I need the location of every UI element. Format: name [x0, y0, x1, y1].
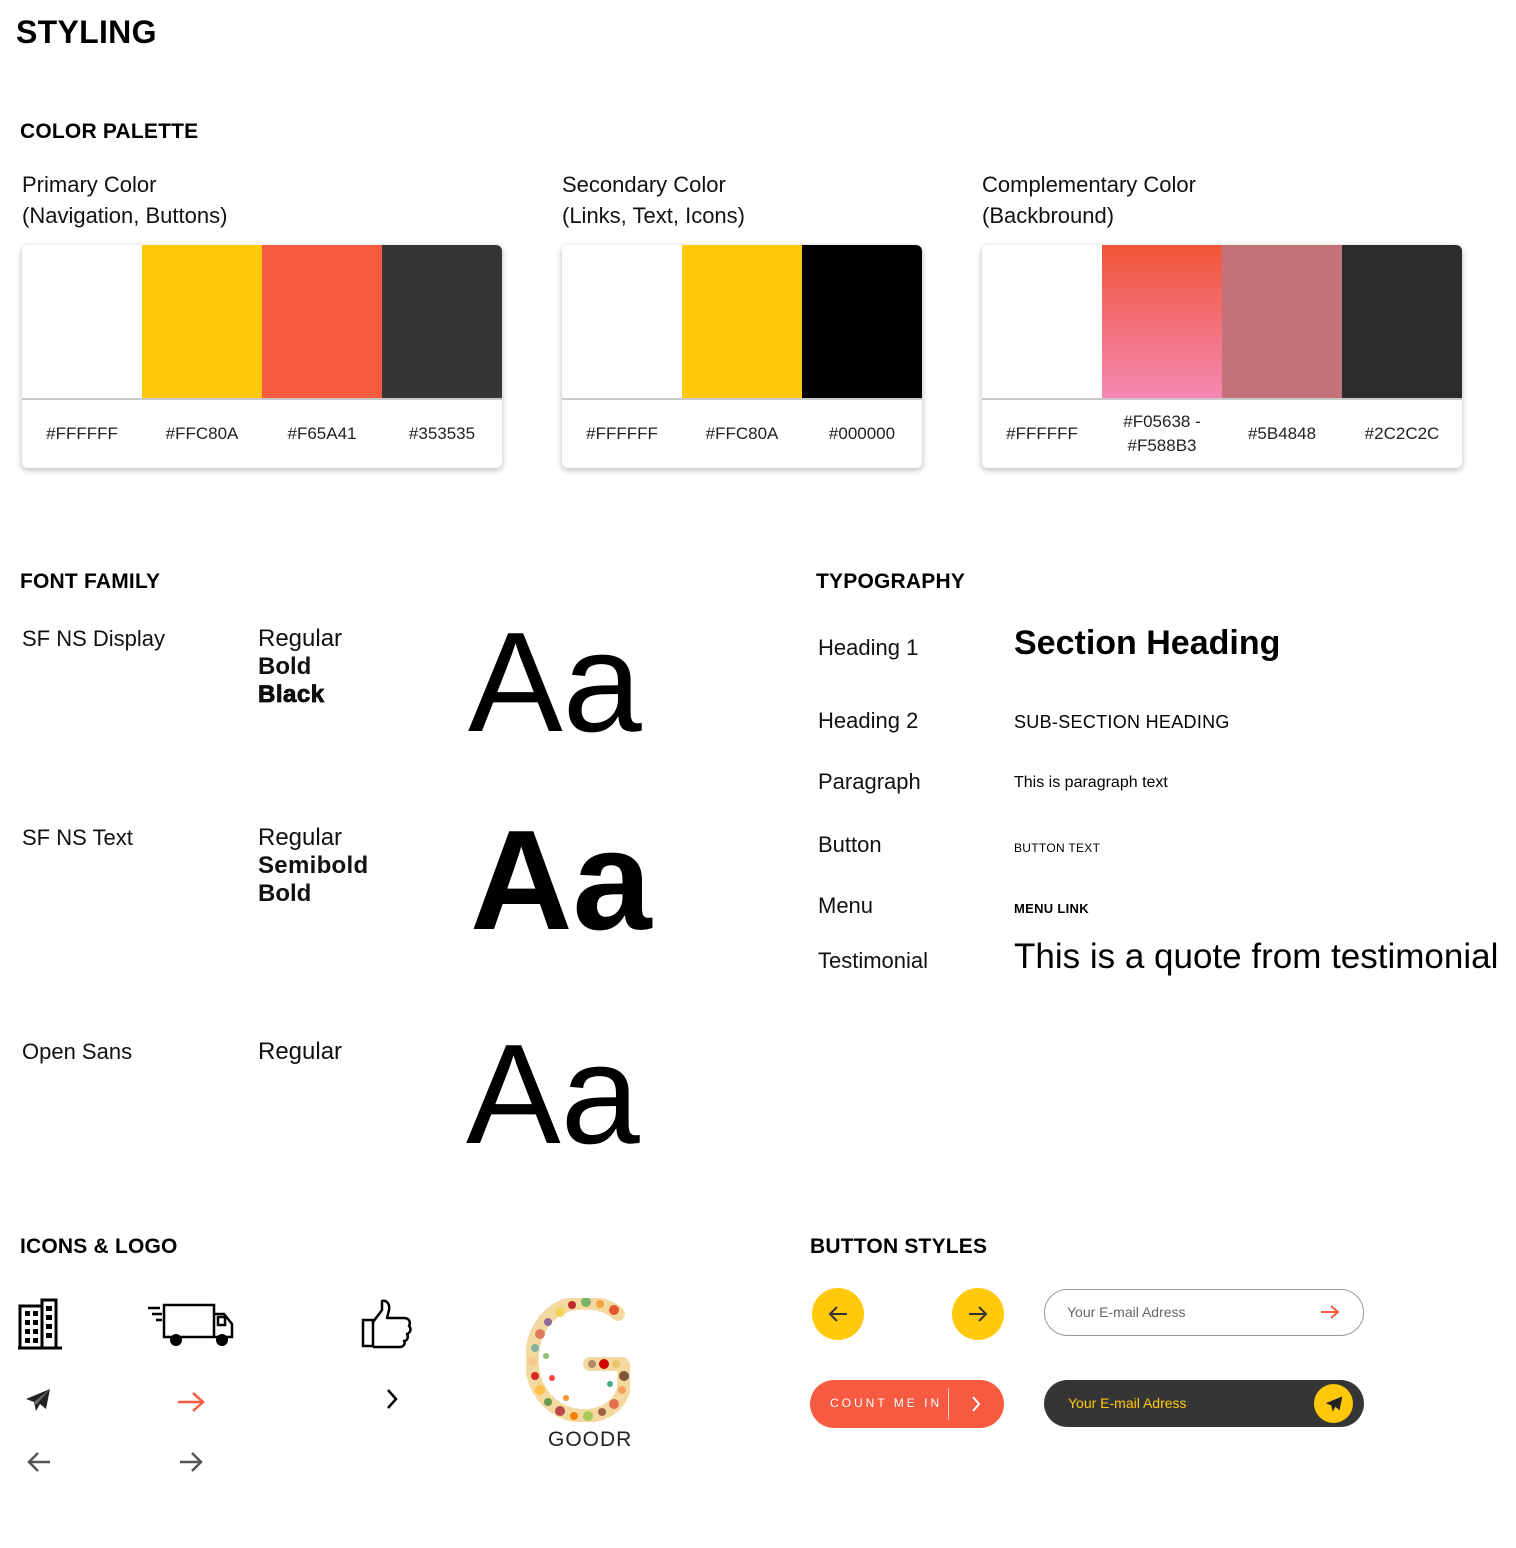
color-palette-title: COLOR PALETTE: [20, 120, 199, 143]
font-name: Open Sans: [22, 1039, 133, 1064]
font-weights: [258, 625, 342, 709]
swatch-code: #2C2C2C: [1364, 424, 1440, 443]
logo-text: GOODR: [548, 1428, 633, 1451]
swatch-code: #FFFFFF: [1006, 424, 1078, 443]
typo-sample-menu: MENU LINK: [1014, 901, 1089, 916]
swatch-code: #FFC80A: [165, 424, 239, 443]
typography-title: TYPOGRAPHY: [816, 570, 966, 593]
swatch-code: #000000: [828, 424, 896, 443]
font-family-title: FONT FAMILY: [20, 570, 161, 593]
swatch-yellow: [682, 245, 802, 398]
chevron-right-icon: [384, 1387, 400, 1411]
typo-sample-testimonial: This is a quote from testimonial: [1014, 937, 1499, 976]
weight-bold: Bold: [258, 653, 312, 680]
thumbs-up-icon: [360, 1298, 414, 1350]
send-button[interactable]: [1314, 1384, 1353, 1423]
weight-regular: Regular: [258, 625, 343, 652]
typo-sample-paragraph: This is paragraph text: [1014, 774, 1168, 791]
paper-plane-icon: [24, 1387, 52, 1413]
font-sample: Aa: [470, 801, 652, 960]
next-button[interactable]: [952, 1288, 1004, 1340]
typo-sample-heading1: Section Heading: [1014, 624, 1281, 662]
building-icon: [18, 1298, 62, 1350]
weight-semibold: Semibold: [258, 852, 369, 879]
typo-label: Menu: [818, 893, 874, 918]
swatch-charcoal: [1342, 245, 1462, 398]
complementary-color-label: Complementary Color (Backbround): [982, 172, 1196, 228]
goodr-logo-icon: [526, 1298, 630, 1422]
font-name: SF NS Text: [22, 825, 133, 850]
swatch-rose: [1222, 245, 1342, 398]
email-placeholder: Your E-mail Adress: [1068, 1395, 1187, 1411]
typo-label: Testimonial: [818, 948, 929, 973]
font-name: SF NS Display: [22, 626, 166, 651]
typo-sample-heading2: SUB-SECTION HEADING: [1014, 712, 1230, 732]
page-title: STYLING: [16, 14, 157, 50]
swatch-white: [982, 245, 1102, 398]
swatch-code: #F05638 - #F588B3: [1123, 412, 1201, 455]
complementary-palette-card: [982, 245, 1462, 468]
swatch-gradient: [1102, 245, 1222, 398]
chevron-right-icon: [970, 1394, 982, 1414]
count-me-in-button[interactable]: [810, 1380, 1004, 1428]
email-placeholder: Your E-mail Adress: [1067, 1304, 1186, 1320]
button-styles-title: BUTTON STYLES: [810, 1235, 988, 1258]
font-sample: Aa: [466, 1015, 640, 1174]
arrow-right-icon: [176, 1391, 206, 1413]
weight-black: Black: [258, 681, 325, 708]
icons-logo-title: ICONS & LOGO: [20, 1235, 178, 1258]
arrow-right-icon: [967, 1305, 989, 1323]
delivery-truck-icon: [146, 1302, 236, 1348]
arrow-left-icon: [26, 1451, 52, 1473]
typo-label: Heading 1: [818, 635, 919, 660]
count-me-in-label: COUNT ME IN: [830, 1396, 943, 1410]
font-weights: [258, 824, 368, 908]
email-input-light[interactable]: [1044, 1289, 1364, 1336]
swatch-white: [22, 245, 142, 398]
paper-plane-icon: [1324, 1395, 1344, 1413]
weight-regular: Regular: [258, 824, 343, 851]
swatch-code: #FFFFFF: [586, 424, 658, 443]
arrow-left-icon: [827, 1305, 849, 1323]
swatch-code: #353535: [408, 424, 476, 443]
email-input-dark[interactable]: [1044, 1380, 1364, 1427]
swatch-dark: [382, 245, 502, 398]
typo-label: Button: [818, 832, 882, 857]
primary-color-label: Primary Color (Navigation, Buttons): [22, 172, 228, 228]
swatch-white: [562, 245, 682, 398]
swatch-code: #F65A41: [287, 424, 357, 443]
arrow-right-icon: [178, 1451, 204, 1473]
typo-label: Heading 2: [818, 708, 919, 733]
font-sample: Aa: [468, 603, 642, 762]
swatch-code: #FFFFFF: [46, 424, 118, 443]
prev-button[interactable]: [812, 1288, 864, 1340]
swatch-code: #FFC80A: [705, 424, 779, 443]
swatch-yellow: [142, 245, 262, 398]
typo-sample-button: BUTTON TEXT: [1014, 841, 1101, 855]
swatch-code: #5B4848: [1247, 424, 1317, 443]
swatch-red: [262, 245, 382, 398]
weight-bold: Bold: [258, 880, 312, 907]
secondary-color-label: Secondary Color (Links, Text, Icons): [562, 172, 745, 228]
font-weights: [258, 1038, 342, 1066]
weight-regular: Regular: [258, 1038, 343, 1065]
arrow-right-icon[interactable]: [1319, 1304, 1341, 1320]
button-divider: [948, 1388, 949, 1420]
secondary-palette-card: [562, 245, 922, 468]
typo-label: Paragraph: [818, 769, 921, 794]
primary-palette-card: [22, 245, 502, 468]
swatch-black: [802, 245, 922, 398]
